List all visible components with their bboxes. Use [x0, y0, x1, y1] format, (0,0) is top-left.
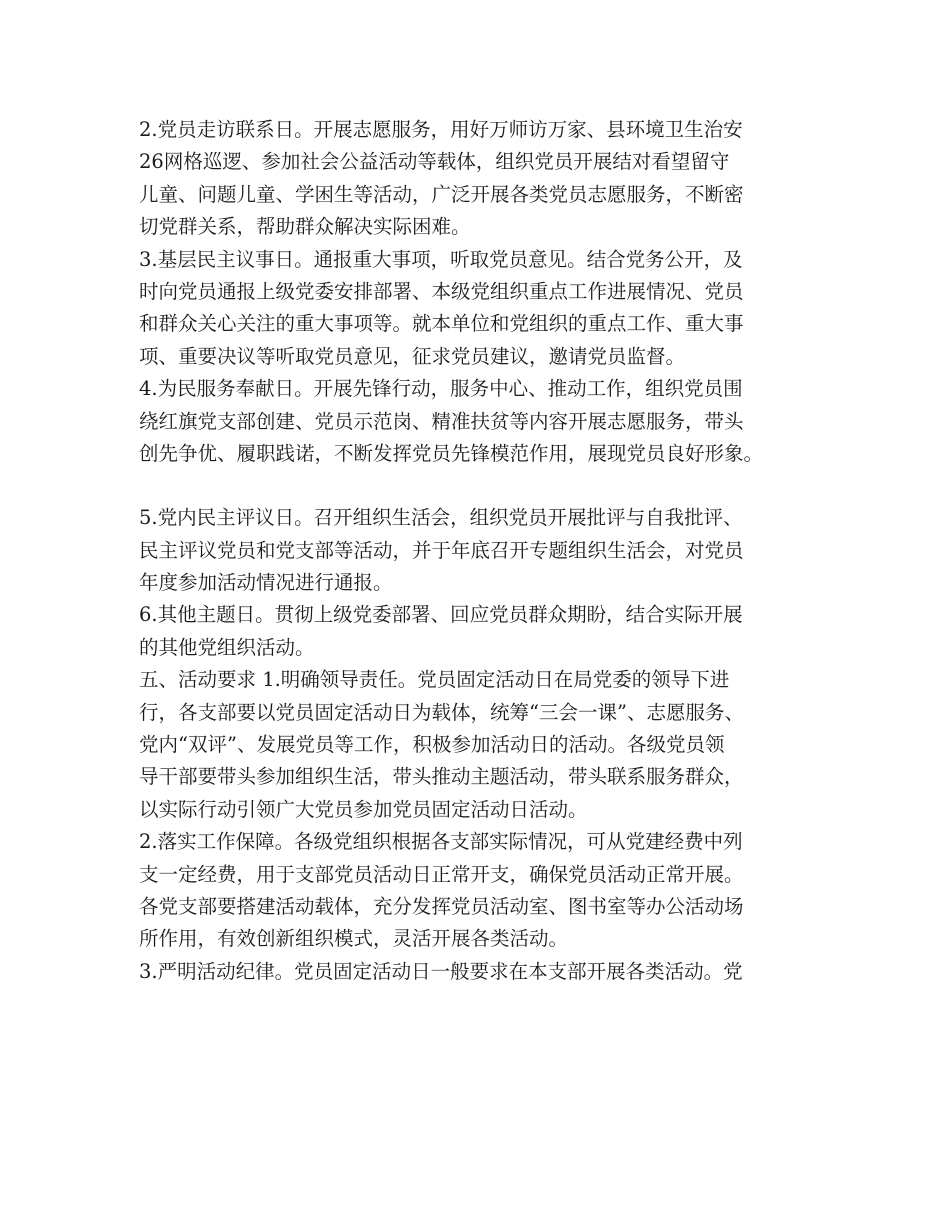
text-line: 切党群关系，帮助群众解决实际困难。	[139, 215, 471, 239]
text-line: 绕红旗党支部创建、党员示范岗、精准扶贫等内容开展志愿服务，带头	[139, 409, 744, 433]
paragraph-other-day	[139, 599, 839, 664]
text-line: 项、重要决议等听取党员意见，征求党员建议，邀请党员监督。	[139, 344, 686, 368]
text-line: 行，各支部要以党员固定活动日为载体，统筹“三会一课”、志愿服务、	[139, 700, 744, 724]
paragraph-democracy-day	[139, 244, 839, 374]
text-line: 4.为民服务奉献日。开展先锋行动，服务中心、推动工作，组织党员围	[139, 377, 743, 401]
text-line: 民主评议党员和党支部等活动，并于年底召开专题组织生活会，对党员	[139, 538, 744, 562]
text-line: 以实际行动引领广大党员参加党员固定活动日活动。	[139, 797, 588, 821]
text-line: 6.其他主题日。贯彻上级党委部署、回应党员群众期盼，结合实际开展	[139, 603, 743, 627]
paragraph-spacer	[139, 470, 839, 502]
text-line: 2.落实工作保障。各级党组织根据各支部实际情况，可从党建经费中列	[139, 830, 743, 854]
text-line: 5.党内民主评议日。召开组织生活会，组织党员开展批评与自我批评、	[139, 506, 743, 530]
text-line: 时向党员通报上级党委安排部署、本级党组织重点工作进展情况、党员	[139, 279, 744, 303]
text-line: 五、活动要求 1.明确领导责任。党员固定活动日在局党委的领导下进	[139, 668, 730, 692]
paragraph-requirements	[139, 664, 839, 826]
text-line: 26网格巡逻、参加社会公益活动等载体，组织党员开展结对看望留守	[139, 150, 730, 174]
text-line: 导干部要带头参加组织生活，带头推动主题活动，带头联系服务群众，	[139, 765, 744, 789]
text-line: 年度参加活动情况进行通报。	[139, 571, 393, 595]
text-line: 各党支部要搭建活动载体，充分发挥党员活动室、图书室等办公活动场	[139, 894, 744, 918]
paragraph-discipline	[139, 956, 839, 988]
text-line: 创先争优、履职践诺，不断发挥党员先锋模范作用，展现党员良好形象。	[139, 441, 764, 465]
text-line: 3.基层民主议事日。通报重大事项，听取党员意见。结合党务公开，及	[139, 247, 743, 271]
text-line: 所作用，有效创新组织模式，灵活开展各类活动。	[139, 927, 569, 951]
paragraph-visit-day	[139, 114, 839, 244]
text-line: 儿童、问题儿童、学困生等活动，广泛开展各类党员志愿服务，不断密	[139, 182, 744, 206]
paragraph-evaluation-day	[139, 502, 839, 599]
text-line: 的其他党组织活动。	[139, 635, 315, 659]
paragraph-service-day	[139, 373, 839, 470]
text-line: 支一定经费，用于支部党员活动日正常开支，确保党员活动正常开展。	[139, 862, 744, 886]
text-line: 党内“双评”、发展党员等工作，积极参加活动日的活动。各级党员领	[139, 733, 725, 757]
document-body	[139, 114, 839, 988]
paragraph-work-guarantee	[139, 826, 839, 956]
text-line: 2.党员走访联系日。开展志愿服务，用好万师访万家、县环境卫生治安	[139, 118, 743, 141]
text-line: 3.严明活动纪律。党员固定活动日一般要求在本支部开展各类活动。党	[139, 959, 743, 983]
text-line: 和群众关心关注的重大事项等。就本单位和党组织的重点工作、重大事	[139, 312, 744, 336]
